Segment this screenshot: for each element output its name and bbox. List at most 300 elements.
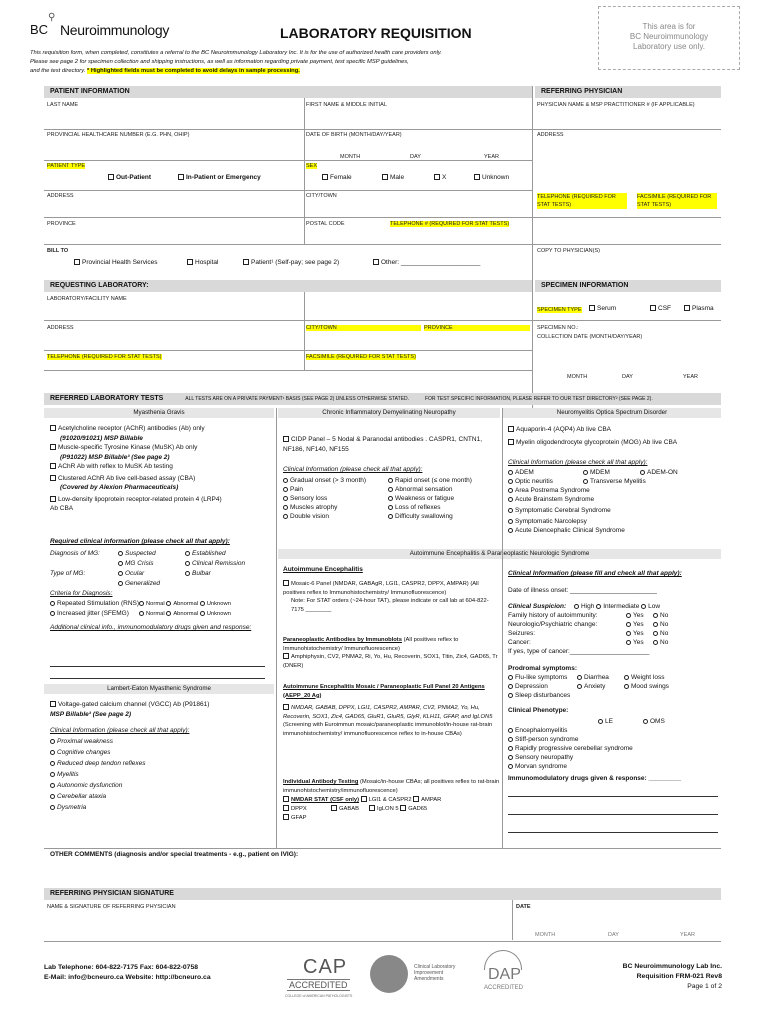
prod-anxiety-radio[interactable] (577, 684, 582, 689)
patient-city-label: CITY/TOWN (306, 193, 337, 199)
lab-address-label: ADDRESS (47, 325, 74, 331)
pheno-5: Rapidly progressive cerebellar syndrome (515, 745, 633, 752)
nmo-opt-1: ADEM (515, 469, 534, 476)
pna-item: Amphiphysin, CV2, PNMA2, Ri, Yo, Hu, Recoverin, SOX1, Titin, Zic4, GAD65, Tr (DNER) (283, 654, 498, 669)
lems-opt-5: Autonomic dysfunction (57, 782, 123, 789)
cidp-r4-radio[interactable] (388, 505, 393, 510)
female-label: Female (330, 174, 352, 181)
mg-additional-label: Additional clinical info., immunomodulatory drugs given and response: (50, 624, 252, 631)
pna-note: (All positives reflex to Immunohistochemistry/ Immunofluorescence) (283, 637, 459, 652)
signature-name-label: NAME & SIGNATURE OF REFERRING PHYSICIAN (47, 904, 176, 910)
serum-label: Serum (597, 305, 617, 312)
prod-7: Sleep disturbances (515, 692, 571, 699)
bill-hospital-label: Hospital (195, 259, 219, 266)
pheno-4: Stiff-person syndrome (515, 736, 579, 743)
dob-day: DAY (410, 154, 421, 160)
nmo-adcs-radio[interactable] (508, 528, 513, 533)
lems-opt-5-radio[interactable] (50, 783, 55, 788)
collection-day: DAY (622, 374, 633, 380)
gfap-checkbox[interactable] (283, 814, 289, 820)
bill-patient-checkbox[interactable] (243, 259, 249, 265)
prod-diarrhea-radio[interactable] (577, 675, 582, 680)
cap-small: COLLEGE of AMERICAN PATHOLOGISTS (285, 994, 353, 998)
mg-item-2: (91020/91021) MSP Billable (60, 434, 143, 442)
cidp-r4: Loss of reflexes (395, 504, 441, 511)
cidp-checkbox[interactable] (283, 436, 289, 442)
lab-use-line-3: Laboratory use only. (633, 42, 705, 51)
logo (30, 10, 180, 40)
cidp-l5: Double vision (290, 513, 330, 520)
dx-established-label: Established (192, 550, 226, 557)
prod-mood-radio[interactable] (624, 684, 629, 689)
rns-radio[interactable] (50, 601, 55, 606)
tests-heading-label: REFERRED LABORATORY TESTS (50, 395, 164, 402)
rns-label: Repeated Stimulation (RNS) (57, 600, 140, 607)
sig-day: DAY (608, 932, 619, 938)
nmo-opt-10: Acute Diencephalic Clinical Syndrome (515, 527, 625, 534)
tests-heading (44, 393, 721, 405)
nmo-abs-radio[interactable] (508, 497, 513, 502)
patient-postal-label: POSTAL CODE (306, 221, 345, 227)
footer-requisition: Requisition FRM-021 Rev8 (636, 973, 722, 980)
family-label: Family history of autoimmunity: (508, 612, 598, 619)
ae-mosaic: Mosaic-6 Panel (NMDAR, GABAgR, LGI1, CASPR2, DPPX, AMPAR) (All positives reflex to Immunohistochemistry/ Immunofluorescence) (283, 581, 479, 596)
cidp-l1-radio[interactable] (283, 478, 288, 483)
nmo-heading: Neuromyelitis Optica Spectrum Disorder (503, 408, 721, 418)
mg-item-3: Muscle-specific Tyrosine Kinase (MuSK) Ab only (58, 444, 198, 451)
phn-label: PROVINCIAL HEALTHCARE NUMBER (E.G. PHN, OHIP) (47, 132, 190, 138)
achr-reflex-checkbox[interactable] (50, 463, 56, 469)
cidp-r1: Rapid onset (≤ one month) (395, 477, 472, 484)
lems-heading: Lambert-Eaton Myasthenic Syndrome (44, 684, 274, 694)
ind-item-5: GABAB (339, 806, 359, 812)
ind-item-4: DPPX (291, 806, 307, 812)
rns-unknown: Unknown (206, 601, 231, 607)
female-checkbox[interactable] (322, 174, 328, 180)
csf-checkbox[interactable] (650, 305, 656, 311)
neuro-yes-radio[interactable] (626, 622, 631, 627)
seizures-no: No (660, 630, 669, 637)
vgcc-checkbox[interactable] (50, 701, 56, 707)
in-patient-label: In-Patient or Emergency (186, 174, 261, 181)
signature-heading: REFERRING PHYSICIAN SIGNATURE (44, 888, 721, 900)
pheno-2: OMS (650, 718, 665, 725)
family-no-radio[interactable] (653, 613, 658, 618)
specimen-heading: SPECIMEN INFORMATION (535, 280, 721, 292)
aqp4-checkbox[interactable] (508, 426, 514, 432)
nmo-opt-3: ADEM-ON (647, 469, 678, 476)
rns-abnormal-radio[interactable] (166, 601, 171, 606)
type-generalized-radio[interactable] (118, 581, 123, 586)
nmo-opt-6: Area Postrema Syndrome (515, 487, 590, 494)
cancer-no-radio[interactable] (653, 640, 658, 645)
lab-heading: REQUESTING LABORATORY: (44, 280, 532, 292)
in-patient-checkbox[interactable] (178, 174, 184, 180)
seizures-no-radio[interactable] (653, 631, 658, 636)
lems-opt-7: Dysmetria (57, 804, 87, 811)
lems-item-1: Voltage-gated calcium channel (VGCC) Ab (P91861) (58, 701, 210, 708)
cancer-yes: Yes (633, 639, 644, 646)
nmo-opt-4: Optic neuritis (515, 478, 553, 485)
cidp-clinical-label: Clinical Information (please check all that apply): (283, 466, 423, 473)
dx-established-radio[interactable] (185, 551, 190, 556)
lab-use-line-2: BC Neuroimmunology (629, 32, 709, 41)
musk-checkbox[interactable] (50, 444, 56, 450)
pheno-1: LE (605, 718, 613, 725)
intro-line-2: Please see page 2 for specimen collection and shipping instructions, as well as information regarding private payment, test specific MSP guidelines, (30, 59, 409, 65)
bill-provincial-checkbox[interactable] (74, 259, 80, 265)
mg-item-6: Clustered AChR Ab live cell-based assay (CBA) (58, 474, 196, 482)
footer-email: E-Mail: info@bcneuro.ca Website: http://bcneuro.ca (44, 974, 211, 981)
type-bulbar-label: Bulbar (192, 570, 211, 577)
first-name-label: FIRST NAME & MIDDLE INITIAL (306, 102, 387, 108)
mog-checkbox[interactable] (508, 439, 514, 445)
lab-city-label: CITY/TOWN (306, 325, 421, 331)
type-ocular-radio[interactable] (118, 571, 123, 576)
mg-heading: Myasthenia Gravis (44, 408, 274, 418)
pna-checkbox[interactable] (283, 653, 289, 659)
susp-low-radio[interactable] (641, 604, 646, 609)
serum-checkbox[interactable] (589, 305, 595, 311)
intro-line-3: and the test directory. (30, 68, 86, 74)
lab-facsimile-label: FACSIMILE (REQUIRED FOR STAT TESTS) (306, 354, 416, 360)
nmo-clinical-label: Clinical Information (please check all that apply): (508, 459, 648, 466)
sex-label: SEX (306, 163, 318, 169)
patient-telephone-label: TELEPHONE # (REQUIRED FOR STAT TESTS) (390, 221, 510, 227)
lab-province-label: PROVINCE (424, 325, 530, 331)
mg-dx-label: Diagnosis of MG: (50, 550, 100, 557)
lems-clinical-label: Clinical Information (please check all that apply): (50, 727, 190, 734)
physician-name-label: PHYSICIAN NAME & MSP PRACTITIONER # (IF APPLICABLE) (537, 102, 695, 108)
lab-telephone-label: TELEPHONE (REQUIRED FOR STAT TESTS) (47, 354, 162, 360)
last-name-label: LAST NAME (47, 102, 79, 108)
nmdar-stat-checkbox[interactable] (283, 796, 289, 802)
bill-provincial-label: Provincial Health Services (82, 259, 158, 266)
mg-type-label: Type of MG: (50, 570, 86, 577)
cidp-r3: Weakness or fatigue (395, 495, 455, 502)
pheno-oms-radio[interactable] (643, 719, 648, 724)
mg-item-1: Acetylcholine receptor (AChR) antibodies (Ab) only (58, 425, 205, 432)
bill-to-label: BILL TO (47, 248, 69, 254)
ind-item-7: GAD65 (408, 806, 428, 812)
prod-3: Weight loss (631, 674, 665, 681)
physician-facsimile-label: FACSIMILE (REQUIRED FOR STAT TESTS) (637, 193, 717, 209)
cap-logo (285, 950, 357, 1002)
sig-month: MONTH (535, 932, 556, 938)
sfemg-unknown-radio[interactable] (200, 611, 205, 616)
neuro-label: Neurologic/Psychiatric change: (508, 621, 598, 628)
tests-note: ALL TESTS ARE ON A PRIVATE PAYMENT¹ BASIS (SEE PAGE 2) UNLESS OTHERWISE STATED. (185, 396, 410, 402)
cancer-no: No (660, 639, 669, 646)
cancer-yes-radio[interactable] (626, 640, 631, 645)
lems-opt-6-radio[interactable] (50, 794, 55, 799)
prod-5: Anxiety (584, 683, 606, 690)
dob-month: MONTH (340, 154, 361, 160)
prod-1: Flu-like symptoms (515, 674, 568, 681)
collection-date-label: COLLECTION DATE (MONTH/DAY/YEAR) (537, 334, 643, 340)
dob-year: YEAR (484, 154, 499, 160)
sfemg-label: Increased jitter (SFEMG) (57, 610, 129, 617)
susp-high-radio[interactable] (574, 604, 579, 609)
ind-item-1: NMDAR STAT (CSF only) (291, 797, 360, 803)
dap-sub: ACCREDITED (484, 985, 524, 991)
seizures-label: Seizures: (508, 630, 536, 637)
sfemg-radio[interactable] (50, 611, 55, 616)
ind-note: (Mosaic/in-house CBAs; all positives reflex to rat-brain immunohistochemistry/immunofluorescence) (283, 779, 500, 794)
nmo-ademon-radio[interactable] (640, 470, 645, 475)
sig-year: YEAR (680, 932, 695, 938)
csf-label: CSF (658, 305, 671, 312)
male-label: Male (390, 174, 405, 181)
nmo-opt-5: Transverse Myelitis (590, 478, 646, 485)
ciaa-circle-icon (370, 955, 408, 993)
bill-patient-label: Patient¹ (Self-pay; see page 2) (251, 259, 340, 266)
cidp-l2: Pain (290, 486, 304, 493)
aem-checkbox[interactable] (283, 704, 289, 710)
prodromal-label: Prodromal symptoms: (508, 665, 577, 672)
footer-page: Page 1 of 2 (687, 983, 722, 990)
cidp-item: CIDP Panel – 5 Nodal & Paranodal antibodies . CASPR1, CNTN1, NF186, NF140, NF155 (283, 436, 483, 453)
nmo-mdem-radio[interactable] (583, 470, 588, 475)
onset-label: Date of illness onset: ________________________ (508, 587, 657, 594)
unknown-sex-checkbox[interactable] (474, 174, 480, 180)
ae-sub-heading: Autoimmune Encephalitis (283, 566, 363, 573)
lems-opt-2: Cognitive changes (57, 749, 111, 756)
pheno-le-radio[interactable] (598, 719, 603, 724)
cidp-l4: Muscles atrophy (290, 504, 338, 511)
gad65-checkbox[interactable] (400, 805, 406, 811)
susp-int-radio[interactable] (596, 604, 601, 609)
lab-use-box (598, 6, 740, 70)
pheno-em-radio[interactable] (508, 728, 513, 733)
cidp-l5-radio[interactable] (283, 514, 288, 519)
lems-opt-3: Reduced deep tendon reflexes (57, 760, 146, 767)
ciaa-logo (370, 955, 465, 995)
dap-logo (478, 950, 530, 1005)
physician-heading: REFERRING PHYSICIAN (535, 86, 721, 98)
logo-mark-icon: ⚲ (48, 12, 56, 23)
aem-item: NMDAR, GABAB, DPPX, LGI1, CASPR2, AMPAR, CV2, PNMA2, Yo, Hu, Recoverin, SOX1, Zic4, GAD65, GluR1, GluR5, GlyR, KLH11, GFAP, and IgLON5 (283, 705, 493, 720)
lgi1-checkbox[interactable] (361, 796, 367, 802)
nmo-opt-7: Acute Brainstem Syndrome (515, 496, 595, 503)
nmo-on-radio[interactable] (508, 479, 513, 484)
nmo-aps-radio[interactable] (508, 488, 513, 493)
logo-prefix: BC (30, 22, 49, 37)
collection-month: MONTH (567, 374, 588, 380)
page-title: LABORATORY REQUISITION (280, 25, 472, 41)
pheno-sps-radio[interactable] (508, 737, 513, 742)
footer-company: BC Neuroimmunology Lab Inc. (622, 963, 722, 970)
iglon5-checkbox[interactable] (369, 805, 375, 811)
ind-item-6: IgLON 5 (377, 806, 399, 812)
specimen-type-label: SPECIMEN TYPE (537, 307, 582, 313)
unknown-sex-label: Unknown (482, 174, 510, 181)
specimen-number-label: SPECIMEN NO.: (537, 325, 579, 331)
copy-to-label: COPY TO PHYSICIAN(S) (537, 248, 600, 254)
physician-telephone-label: TELEPHONE (REQUIRED FOR STAT TESTS) (537, 193, 627, 209)
cidp-l3-radio[interactable] (283, 496, 288, 501)
mosaic6-checkbox[interactable] (283, 580, 289, 586)
prod-weight-radio[interactable] (624, 675, 629, 680)
cidp-r5: Difficulty swallowing (395, 513, 453, 520)
rns-normal-radio[interactable] (139, 601, 144, 606)
ind-item-2: LGI1 & CASPR2 (368, 797, 412, 803)
dob-label: DATE OF BIRTH (MONTH/DAY/YEAR) (306, 132, 402, 138)
cidp-l1: Gradual onset (> 3 month) (290, 477, 367, 484)
rns-abnormal: Abnormal (173, 601, 199, 607)
ind-item-8: GFAP (291, 815, 307, 821)
type-bulbar-radio[interactable] (185, 571, 190, 576)
patient-type-label: PATIENT TYPE (47, 163, 86, 169)
ae-clinical-label: Clinical Information (please fill and check all that apply): (508, 570, 682, 577)
pheno-sn-radio[interactable] (508, 755, 513, 760)
nmo-tm-radio[interactable] (583, 479, 588, 484)
dx-suspected-label: Suspected (125, 550, 156, 557)
dap-text: DAP (488, 966, 521, 983)
phenotype-label: Clinical Phenotype: (508, 707, 569, 714)
rns-normal: Normal (146, 601, 165, 607)
mg-item-4: (P91022) MSP Billable³ (See page 2) (60, 453, 170, 461)
type-ocular-label: Ocular (125, 570, 145, 577)
ae-heading: Autoimmune Encephalitis & Paraneoplastic Neurologic Syndrome (278, 549, 721, 559)
susp-high: High (581, 603, 595, 610)
cidp-r5-radio[interactable] (388, 514, 393, 519)
cidp-r2: Abnormal sensation (395, 486, 453, 493)
x-label: X (442, 174, 447, 181)
cidp-r1-radio[interactable] (388, 478, 393, 483)
family-yes-radio[interactable] (626, 613, 631, 618)
nmo-adem-radio[interactable] (508, 470, 513, 475)
pheno-rpcs-radio[interactable] (508, 746, 513, 751)
lab-use-line-1: This area is for (642, 22, 696, 31)
susp-int: Intermediate (603, 603, 640, 610)
lems-opt-7-radio[interactable] (50, 805, 55, 810)
out-patient-label: Out-Patient (116, 174, 152, 181)
lems-opt-1: Proximal weakness (57, 738, 113, 745)
prod-flu-radio[interactable] (508, 675, 513, 680)
seizures-yes-radio[interactable] (626, 631, 631, 636)
dx-remission-label: Clinical Remission (192, 560, 246, 567)
neuro-no: No (660, 621, 669, 628)
lems-opt-1-radio[interactable] (50, 739, 55, 744)
dx-suspected-radio[interactable] (118, 551, 123, 556)
mg-item-8: Low-density lipoprotein receptor-related protein 4 (LRP4) (58, 495, 222, 503)
nmo-item-2: Myelin oligodendrocyte glycoprotein (MOG) Ab live CBA (516, 439, 678, 446)
lab-facility-label: LABORATORY/FACILITY NAME (47, 296, 127, 302)
signature-date-label: DATE (516, 904, 531, 910)
cidp-r2-radio[interactable] (388, 487, 393, 492)
aem-heading: Autoimmune Encephalitis Mosaic / Paraneoplastic Full Panel 20 Antigens (AEPP_20 Ag) (283, 684, 485, 699)
mg-item-9: Ab CBA (50, 505, 74, 512)
neuro-yes: Yes (633, 621, 644, 628)
nmo-scs-radio[interactable] (508, 508, 513, 513)
patient-province-label: PROVINCE (47, 221, 76, 227)
cancer-type-label: If yes, type of cancer:______________________ (508, 648, 650, 655)
mg-item-7: (Covered by Alexion Pharmaceuticals) (60, 484, 179, 491)
mg-item-5: AChR Ab with reflex to MuSK Ab testing (58, 463, 173, 470)
cidp-l3: Sensory loss (290, 495, 328, 502)
cidp-l4-radio[interactable] (283, 505, 288, 510)
sfemg-abnormal: Abnormal (173, 611, 199, 617)
lems-opt-4-radio[interactable] (50, 772, 55, 777)
cap-text: CAP (303, 956, 348, 978)
nmo-opt-9: Symptomatic Narcolepsy (515, 518, 587, 525)
prod-2: Diarrhea (584, 674, 609, 681)
intro-line-1: This requisition form, when completed, constitutes a referral to the BC Neuroimmunology Laboratory Inc. It is for the use of authorized health care providers only. (30, 50, 442, 56)
dx-crisis-label: MG Crisis (125, 560, 154, 567)
cap-sub: ACCREDITED (289, 980, 348, 990)
male-checkbox[interactable] (382, 174, 388, 180)
footer-phone: Lab Telephone: 604-822-7175 Fax: 604-822-0758 (44, 964, 199, 971)
patient-heading: PATIENT INFORMATION (44, 86, 532, 98)
comments-label: OTHER COMMENTS (diagnosis and/or special treatments - e.g., patient on IVIG): (50, 851, 299, 858)
aem-note: (Screening with Euroimmun mosaic/paraneoplastic immunoblot/in-house rat-brain immunohistochemistry/ immunofluorescence reflex to in-house CBAs) (283, 722, 493, 737)
prod-4: Depression (515, 683, 548, 690)
nmo-sn-radio[interactable] (508, 519, 513, 524)
mg-required-label: Required clinical information (please check all that apply): (50, 538, 230, 545)
gabab-checkbox[interactable] (331, 805, 337, 811)
sfemg-abnormal-radio[interactable] (166, 611, 171, 616)
neuro-no-radio[interactable] (653, 622, 658, 627)
x-checkbox[interactable] (434, 174, 440, 180)
cancer-label: Cancer: (508, 639, 531, 646)
patient-address-label: ADDRESS (47, 193, 74, 199)
lems-opt-3-radio[interactable] (50, 761, 55, 766)
lrp4-checkbox[interactable] (50, 496, 56, 502)
out-patient-checkbox[interactable] (108, 174, 114, 180)
cidp-heading: Chronic Inflammatory Demyelinating Neuropathy (278, 408, 500, 418)
cidp-l2-radio[interactable] (283, 487, 288, 492)
dppx-checkbox[interactable] (283, 805, 289, 811)
sfemg-normal: Normal (146, 611, 165, 617)
lems-opt-2-radio[interactable] (50, 750, 55, 755)
highlight-note: * Highlighted fields must be completed to avoid delays in sample processing. (86, 68, 300, 74)
logo-text: Neuroimmunology (60, 22, 170, 38)
type-generalized-label: Generalized (125, 580, 161, 587)
nmo-item-1: Aquaporin-4 (AQP4) Ab live CBA (516, 426, 612, 433)
bill-other-label: Other: ______________________ (381, 259, 481, 266)
dx-crisis-radio[interactable] (118, 561, 123, 566)
pheno-7: Morvan syndrome (515, 763, 568, 770)
ampar-checkbox[interactable] (413, 796, 419, 802)
immuno-label: Immunomodulatory drugs given & response: _________ (508, 775, 682, 782)
family-yes: Yes (633, 612, 644, 619)
mg-criteria-label: Criteria for Diagnosis: (50, 590, 113, 597)
dx-remission-radio[interactable] (185, 561, 190, 566)
nmo-opt-2: MDEM (590, 469, 610, 476)
ind-item-3: AMPAR (421, 797, 442, 803)
ae-stat: Note: For STAT orders (~24-hour TAT), please indicate or call lab at 604-822-7175 ________ (291, 598, 489, 613)
nmo-opt-8: Symptomatic Cerebral Syndrome (515, 507, 611, 514)
prod-depression-radio[interactable] (508, 684, 513, 689)
family-no: No (660, 612, 669, 619)
achr-checkbox[interactable] (50, 425, 56, 431)
clustered-achr-checkbox[interactable] (50, 475, 56, 481)
ciaa-text: Clinical Laboratory Improvement Amendments (414, 964, 456, 982)
suspicion-label: Clinical Suspicion: (508, 603, 567, 610)
sfemg-normal-radio[interactable] (139, 611, 144, 616)
pheno-ms-radio[interactable] (508, 764, 513, 769)
plasma-checkbox[interactable] (684, 305, 690, 311)
ind-heading: Individual Antibody Testing (283, 779, 359, 785)
bill-other-checkbox[interactable] (373, 259, 379, 265)
tests-note-2: FOR TEST SPECIFIC INFORMATION, PLEASE REFER TO OUR TEST DIRECTORY² (SEE PAGE 2). (424, 396, 653, 402)
bill-hospital-checkbox[interactable] (187, 259, 193, 265)
rns-unknown-radio[interactable] (200, 601, 205, 606)
prod-sleep-radio[interactable] (508, 693, 513, 698)
pheno-3: Encephalomyelitis (515, 727, 568, 734)
cidp-r3-radio[interactable] (388, 496, 393, 501)
